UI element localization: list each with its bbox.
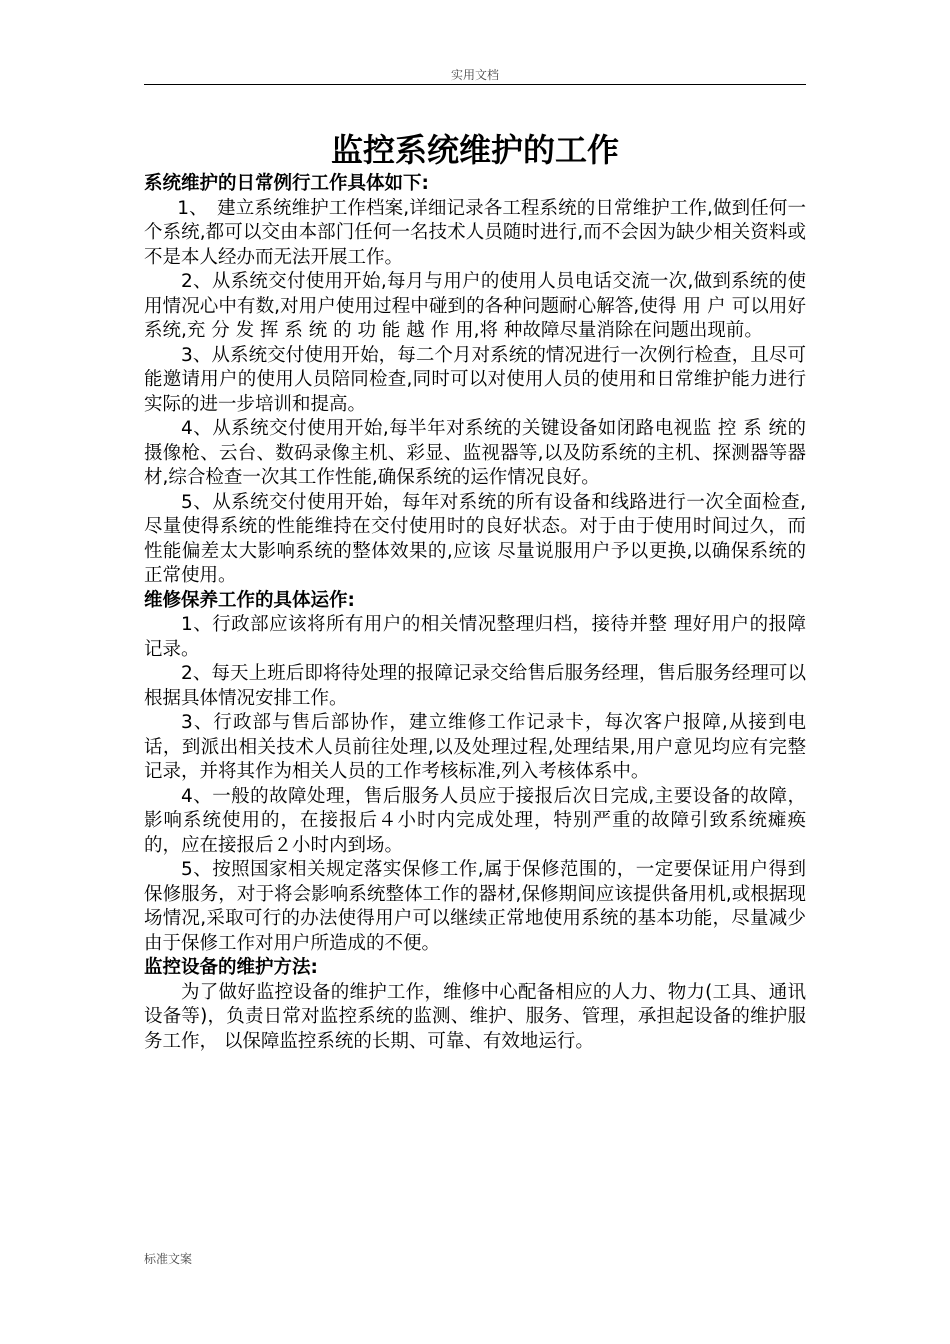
document-title: 监控系统维护的工作 [330,131,619,169]
section-heading: 监控设备的维护方法: [144,957,318,978]
paragraph: 3、从系统交付使用开始，每二个月对系统的情况进行一次例行检查，且尽可能邀请用户的使用人员陪同检查,同时可以对使用人员的使用和日常维护能力进行实际的进一步培训和提高。 [144,344,806,415]
section-heading: 系统维护的日常例行工作具体如下: [144,173,429,194]
header-rule [144,84,806,85]
document-body [144,130,806,1054]
section-heading: 维修保养工作的具体运作: [144,589,355,611]
paragraph: 5、按照国家相关规定落实保修工作,属于保修范围的，一定要保证用户得到保修服务，对于将会影响系统整体工作的器材,保修期间应该提供备用机,或根据现场情况,采取可行的办法使得用户可以继续正常地使用系统的基本功能，尽量减少由于保修工作对用户所造成的不便。 [144,859,806,954]
paragraph: 1、行政部应该将所有用户的相关情况整理归档，接待并整 理好用户的报障记录。 [144,614,806,660]
paragraph: 2、从系统交付使用开始,每月与用户的使用人员电话交流一次,做到系统的使用情况心中有数,对用户使用过程中碰到的各种问题耐心解答,使得 用 户 可以用好系统,充 分 发 挥 系 统 的 功 能 越 作 用,将 种故障尽量消除在问题出现前。 [144,271,806,341]
paragraph: 2、每天上班后即将待处理的报障记录交给售后服务经理，售后服务经理可以根据具体情况安排工作。 [144,663,806,709]
paragraph: 5、从系统交付使用开始，每年对系统的所有设备和线路进行一次全面检查,尽量使得系统的性能维持在交付使用时的良好状态。对于由于使用时间过久，而性能偏差太大影响系统的整体效果的,应该 尽量说服用户予以更换,以确保系统的正常使用。 [144,491,806,586]
page-header: 实用文档 [450,68,499,82]
paragraph: 4、从系统交付使用开始,每半年对系统的关键设备如闭路电视监 控 系 统的摄像枪、云台、数码录像主机、彩显、监视器等,以及防系统的主机、探测器等器材,综合检查一次其工作性能,确保系统的运作情况良好。 [144,418,806,488]
page-footer: 标准文案 [144,1252,193,1266]
paragraph: 3、行政部与售后部协作，建立维修工作记录卡，每次客户报障,从接到电话，到派出相关技术人员前往处理,以及处理过程,处理结果,用户意见均应有完整记录，并将其作为相关人员的工作考核标准,列入考核体系中。 [144,712,806,782]
paragraph: 1、 建立系统维护工作档案,详细记录各工程系统的日常维护工作,做到任何一个系统,都可以交由本部门任何一名技术人员随时进行,而不会因为缺少相关资料或不是本人经办而无法开展工作。 [144,197,806,268]
paragraph: 为了做好监控设备的维护工作，维修中心配备相应的人力、物力(工具、通讯设备等)，负责日常对监控系统的监测、维护、服务、管理，承担起设备的维护服务工作， 以保障监控系统的长期、可靠、有效地运行。 [144,981,806,1052]
paragraph: 4、一般的故障处理，售后服务人员应于接报后次日完成,主要设备的故障，影响系统使用的，在接报后４小时内完成处理，特别严重的故障引致系统瘫痪的，应在接报后２小时内到场。 [144,785,806,856]
